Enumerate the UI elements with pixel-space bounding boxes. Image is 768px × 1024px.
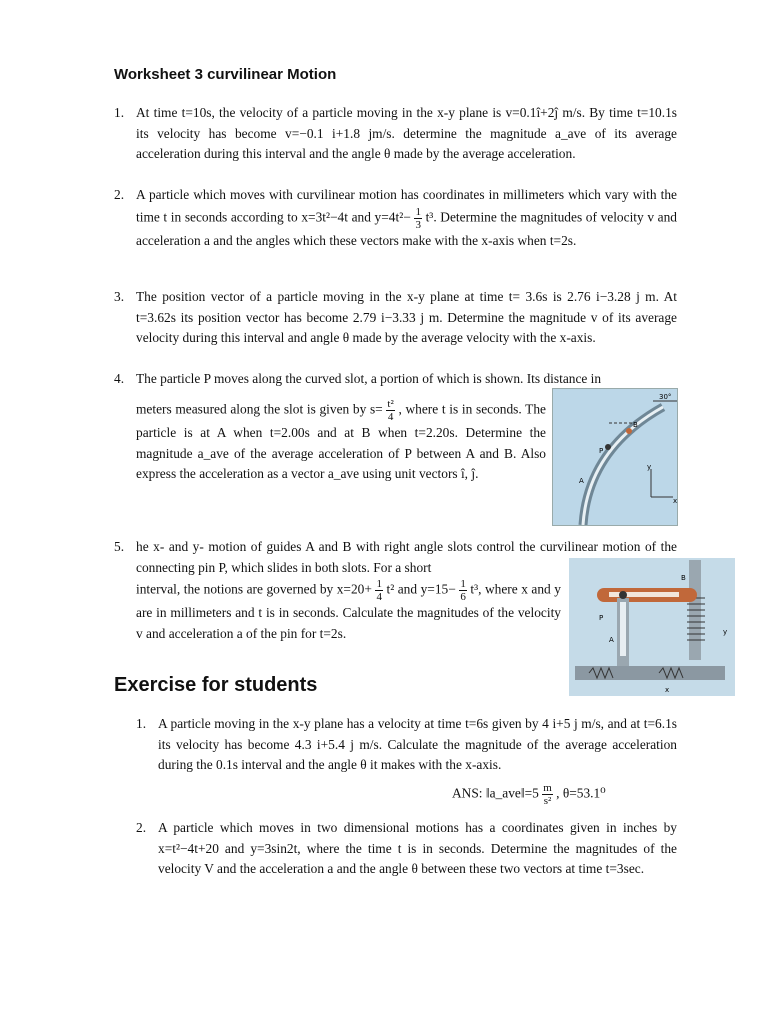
exercise-2 <box>136 818 677 880</box>
exercise-text: A particle moving in the x-y plane has a velocity at time t=6s given by 4 i+5 j m/s, and at t=6.1s its velocity has become 4.3 i+5.4 j m/s. Calculate the magnitude of the average acceleration during the 0.1s interval and the angle θ it makes with the x-axis. <box>158 716 677 772</box>
curved-slot-diagram <box>553 389 677 525</box>
problem-text-part-b: t³. Determine the magnitudes of velocity v and acceleration a and the angles which these vectors make with the x-axis when t=2s. <box>136 209 677 248</box>
worksheet-title: Worksheet 3 curvilinear Motion <box>114 66 337 83</box>
label-a: A <box>609 636 614 644</box>
problem-text-part-a: The particle P moves along the curved slot, a portion of which is shown. Its distance in <box>136 371 602 386</box>
guides-figure <box>569 558 735 696</box>
problem-number: 2. <box>114 187 125 202</box>
label-y: y <box>647 463 652 471</box>
problem-text-part-c: t² and y=15− <box>386 581 456 597</box>
exercise-1-answer <box>452 782 606 807</box>
problem-number: 3. <box>114 289 125 304</box>
problem-text-part-c: , where t is in seconds. The particle is at A when t=2.00s and at B when t=2.20s. Determine the magnitude a_ave of the average acceleration of P between A and B. Also express the acceleration as a vector a_ave using unit vectors î, ĵ. <box>136 401 546 481</box>
problem-text: The position vector of a particle moving in the x-y plane at time t= 3.6s is 2.76 i−3.28 j m. At t=3.62s its position vector has become 2.79 i−3.33 j m. Determine the magnitude v of its average velocity during this interval and angle θ made by the average velocity with the x-axis. <box>136 289 677 345</box>
fraction-one-quarter: $\frac{1}{4}$ <box>376 578 382 603</box>
exercise-text: A particle which moves in two dimensional motions has a coordinates given in inches by x=t²−4t+20 and y=3sin2t, where the time t is in seconds. Determine the magnitudes of the velocity V and the acceleration a and the angle θ between these two vectors at time t=3sec. <box>158 820 677 876</box>
problem-text-part-a: A particle which moves with curvilinear motion has coordinates in millimeters which vary with the time t in seconds according to x=3t²−4t and y=4t²− <box>136 187 677 225</box>
fraction-t2-over-4: $\frac{\text{t²}}{4}$ <box>387 398 394 423</box>
problem-4 <box>114 369 677 390</box>
label-p: P <box>599 614 604 622</box>
exercise-number: 1. <box>136 716 147 731</box>
problem-1 <box>114 103 677 165</box>
fraction-one-sixth: $\frac{1}{6}$ <box>460 578 466 603</box>
problem-text: At time t=10s, the velocity of a particle moving in the x-y plane is v=0.1î+2ĵ m/s. By time t=10.1s its velocity has become v=−0.1 i+1.8 jm/s. determine the magnitude a_ave of its average acceleration during this interval and the angle θ made by the average acceleration. <box>136 105 677 161</box>
label-y: y <box>723 628 728 636</box>
label-p: P <box>599 447 604 455</box>
problem-2 <box>114 185 677 251</box>
curved-slot-figure <box>552 388 678 526</box>
problem-text-part-b: meters measured along the slot is given by s= <box>136 401 383 417</box>
exercise-number: 2. <box>136 820 147 835</box>
exercise-heading: Exercise for students <box>114 674 318 696</box>
guides-diagram <box>569 558 735 696</box>
label-b: B <box>633 421 638 429</box>
answer-text-b: , θ=53.1⁰ <box>556 785 606 801</box>
exercise-1 <box>136 714 677 776</box>
fraction-one-third: $\frac{1}{3}$ <box>415 205 421 231</box>
problem-4-continued <box>136 398 546 485</box>
fraction-m-over-s2: $\frac{m}{\text{s²}}$ <box>543 782 552 807</box>
label-a: A <box>579 477 584 485</box>
angle-label: 30° <box>659 393 672 401</box>
problem-3 <box>114 287 677 349</box>
label-x: x <box>673 497 677 505</box>
problem-number: 1. <box>114 105 125 120</box>
problem-5-continued <box>136 578 561 644</box>
problem-number: 4. <box>114 371 125 386</box>
problem-number: 5. <box>114 539 125 554</box>
label-x: x <box>665 686 670 694</box>
problem-text-part-b: interval, the notions are governed by x=20+ <box>136 581 372 597</box>
problem-text-part-a: he x- and y- motion of guides A and B with right angle slots control the curvilinear motion of the connecting pin P, which slides in both slots. For a short <box>136 539 677 575</box>
label-b: B <box>681 574 686 582</box>
answer-text-a: ANS: ‖a_ave‖=5 <box>452 785 539 801</box>
problem-text-part-d: t³, where x and y are in millimeters and t is in seconds. Calculate the magnitudes of the velocity v and acceleration a of the pin for t=2s. <box>136 581 561 641</box>
